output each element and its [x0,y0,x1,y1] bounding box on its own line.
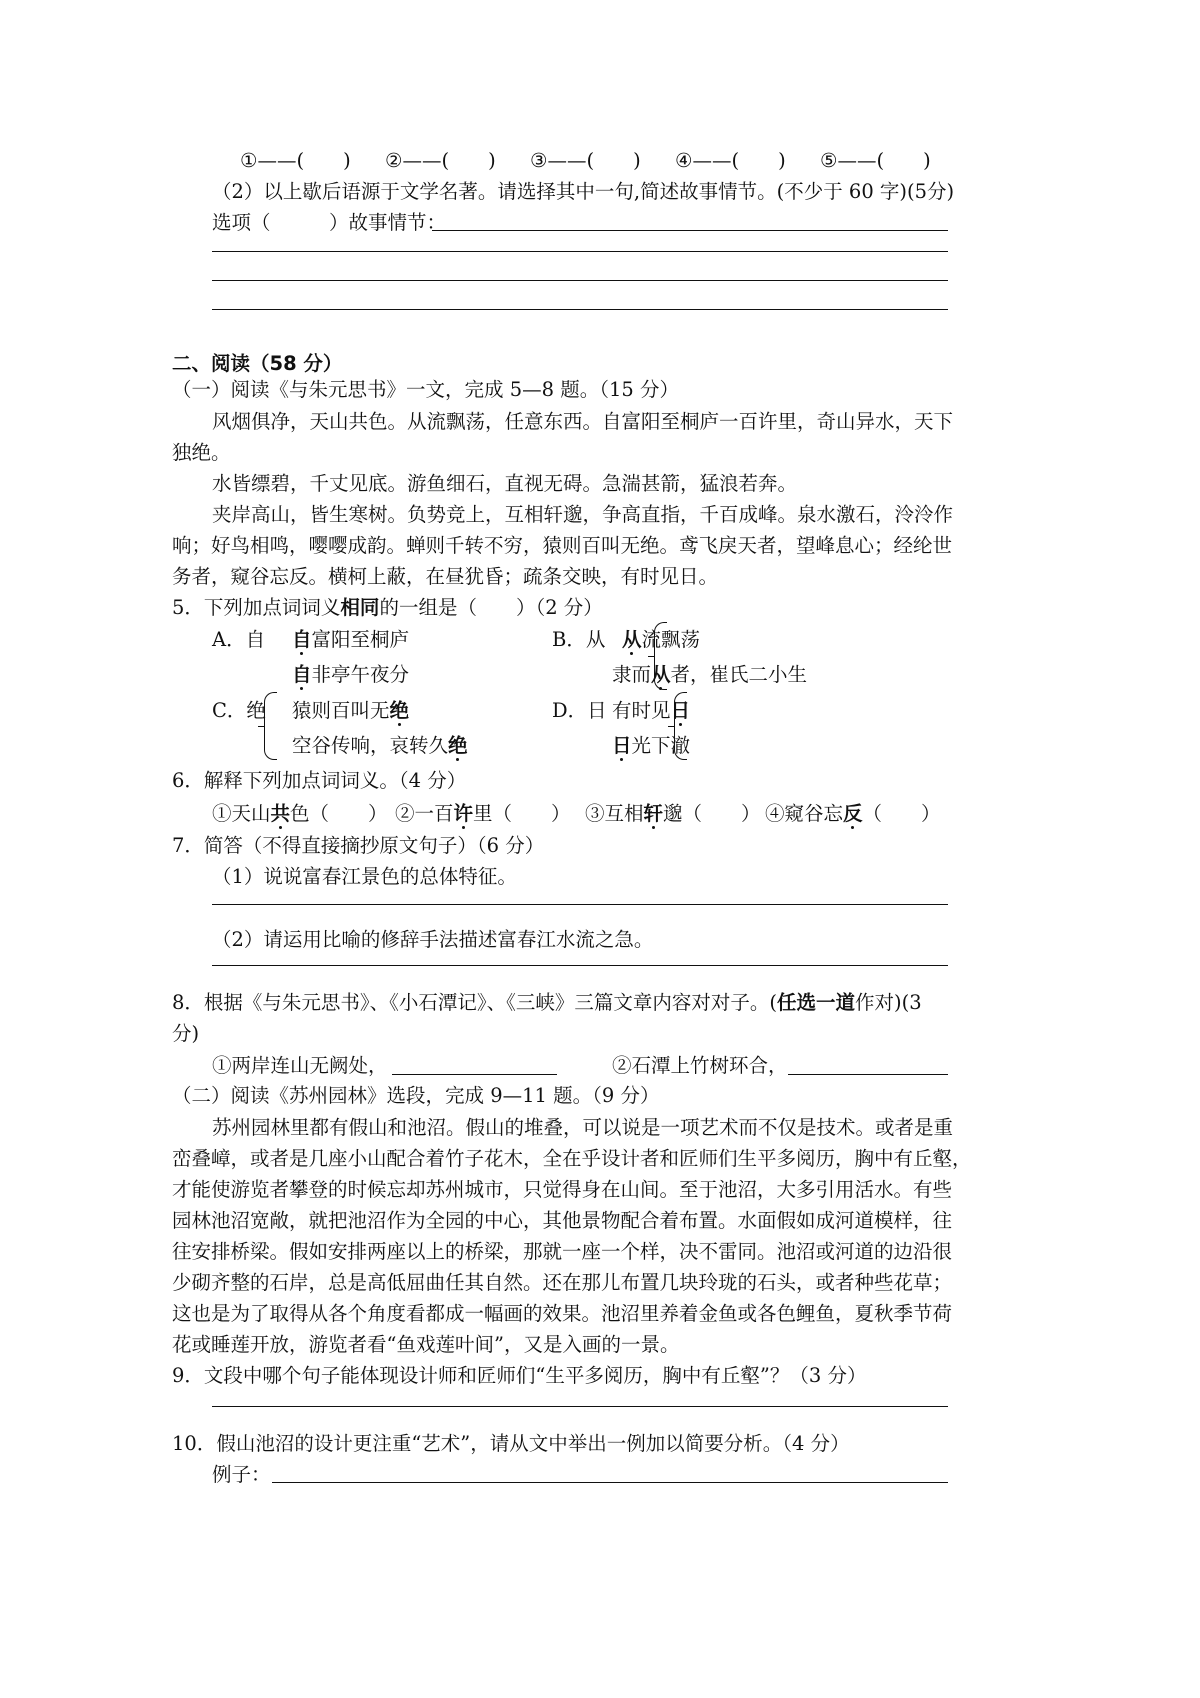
option-b-label: B．从 [552,628,606,651]
option-label: 选项（ ）故事情节： [212,211,447,234]
passage-line: 务者，窥谷忘反。横柯上蔽，在昼犹昏；疏条交映，有时见日。 [172,565,719,588]
option-a-label: A．自 [212,628,266,651]
passage-line: 独绝。 [172,441,231,464]
question-2-text: （2）以上歇后语源于文学名著。请选择其中一句,简述故事情节。(不少于 60 字)(5分) [212,180,955,203]
answer-slot: ⑤——( ) [820,149,931,172]
part2-intro: （二）阅读《苏州园林》选段，完成 9—11 题。（9 分） [172,1084,660,1107]
passage-line: 少砌齐整的石岸，总是高低屈曲任其自然。还在那儿布置几块玲珑的石头，或者种些花草； [172,1271,953,1294]
emphasis-text: 相同 [340,596,380,619]
passage-line: 水皆缥碧，千丈见底。游鱼细石，直视无碍。急湍甚箭，猛浪若奔。 [212,472,798,495]
question-5-stem: 5．下列加点词词义相同的一组是（ ）（2 分） [172,596,603,619]
section-heading: 二、阅读（58 分） [172,352,343,375]
option-c-label: C．绝 [212,699,266,722]
answer-slot: ④——( ) [675,149,786,172]
answer-slot: ①——( ) [240,149,351,172]
option-b-line2: 隶而从者，崔氏二小生 [612,663,808,686]
question-6-item: ①天山共色（ ） [212,802,388,825]
passage-line: 往安排桥梁。假如安排两座以上的桥梁，那就一座一个样，决不雷同。池沼或河道的边沿很 [172,1240,953,1263]
answer-line[interactable] [212,1406,948,1407]
answer-line[interactable] [212,251,948,252]
passage-line: 风烟俱净，天山共色。从流飘荡，任意东西。自富阳至桐庐一百许里，奇山异水，天下 [212,410,954,433]
answer-line[interactable] [212,965,948,966]
answer-line[interactable] [788,1074,948,1075]
emphasis-text: 任选一道 [777,991,856,1014]
question-7-stem: 7．简答（不得直接摘抄原文句子）（6 分） [172,834,545,857]
option-c-line2: 空谷传响，哀转久绝 [292,734,468,757]
answer-slot: ③——( ) [530,149,641,172]
question-9-stem: 9．文段中哪个句子能体现设计师和匠师们“生平多阅历，胸中有丘壑”？（3 分） [172,1364,867,1387]
answer-line[interactable] [212,280,948,281]
passage-line: 夹岸高山，皆生寒树。负势竞上，互相轩邈，争高直指，千百成峰。泉水激石，泠泠作 [212,503,954,526]
brace-c [264,692,277,760]
option-c-line1: 猿则百叫无绝 [292,699,410,722]
question-8-stem-cont: 分) [172,1022,200,1045]
question-6-item: ②一百许里（ ） [395,802,571,825]
option-d-label: D．日 [552,699,607,722]
option-d-line1: 有时见日 [612,699,691,722]
example-label: 例子： [212,1463,271,1486]
passage-line: 才能使游览者攀登的时候忘却苏州城市，只觉得身在山间。至于池沼，大多引用活水。有些 [172,1178,953,1201]
question-7-sub1: （1）说说富春江景色的总体特征。 [212,865,517,888]
passage-line: 园林池沼宽敞，就把池沼作为全园的中心，其他景物配合着布置。水面假如成河道模样，往 [172,1209,953,1232]
question-10-stem: 10．假山池沼的设计更注重“艺术”，请从文中举出一例加以简要分析。（4 分） [172,1432,850,1455]
question-6-item: ④窥谷忘反（ ） [765,802,941,825]
couplet-2: ②石潭上竹树环合， [612,1054,788,1077]
option-a-line1: 自富阳至桐庐 [292,628,410,651]
answer-line[interactable] [272,1482,948,1483]
passage-line: 苏州园林里都有假山和池沼。假山的堆叠，可以说是一项艺术而不仅是技术。或者是重 [212,1116,954,1139]
passage-line: 花或睡莲开放，游览者看“鱼戏莲叶间”，又是入画的一景。 [172,1333,680,1356]
answer-slot: ②——( ) [385,149,496,172]
answer-line[interactable] [212,904,948,905]
passage-line: 峦叠嶂，或者是几座小山配合着竹子花木，全在乎设计者和匠师们生平多阅历，胸中有丘壑， [172,1147,972,1170]
question-8-stem: 8．根据《与朱元思书》、《小石潭记》、《三峡》三篇文章内容对对子。(任选一道作对)(3 [172,991,922,1014]
passage-line: 响；好鸟相鸣，嘤嘤成韵。蝉则千转不穷，猿则百叫无绝。鸢飞戾天者，望峰息心；经纶世 [172,534,953,557]
option-d-line2: 日光下澈 [612,734,691,757]
question-6-item: ③互相轩邈（ ） [585,802,761,825]
option-b-line1: 从流飘荡 [622,628,701,651]
question-6-stem: 6．解释下列加点词词义。（4 分） [172,769,467,792]
answer-line[interactable] [212,309,948,310]
answer-line[interactable] [392,1074,557,1075]
couplet-1: ①两岸连山无阙处， [212,1054,388,1077]
passage-line: 这也是为了取得从各个角度看都成一幅画的效果。池沼里养着金鱼或各色鲤鱼，夏秋季节荷 [172,1302,953,1325]
question-7-sub2: （2）请运用比喻的修辞手法描述富春江水流之急。 [212,928,654,951]
option-a-line2: 自非亭午夜分 [292,663,410,686]
answer-line[interactable] [432,230,948,231]
part1-intro: （一）阅读《与朱元思书》一文，完成 5—8 题。（15 分） [172,378,679,401]
